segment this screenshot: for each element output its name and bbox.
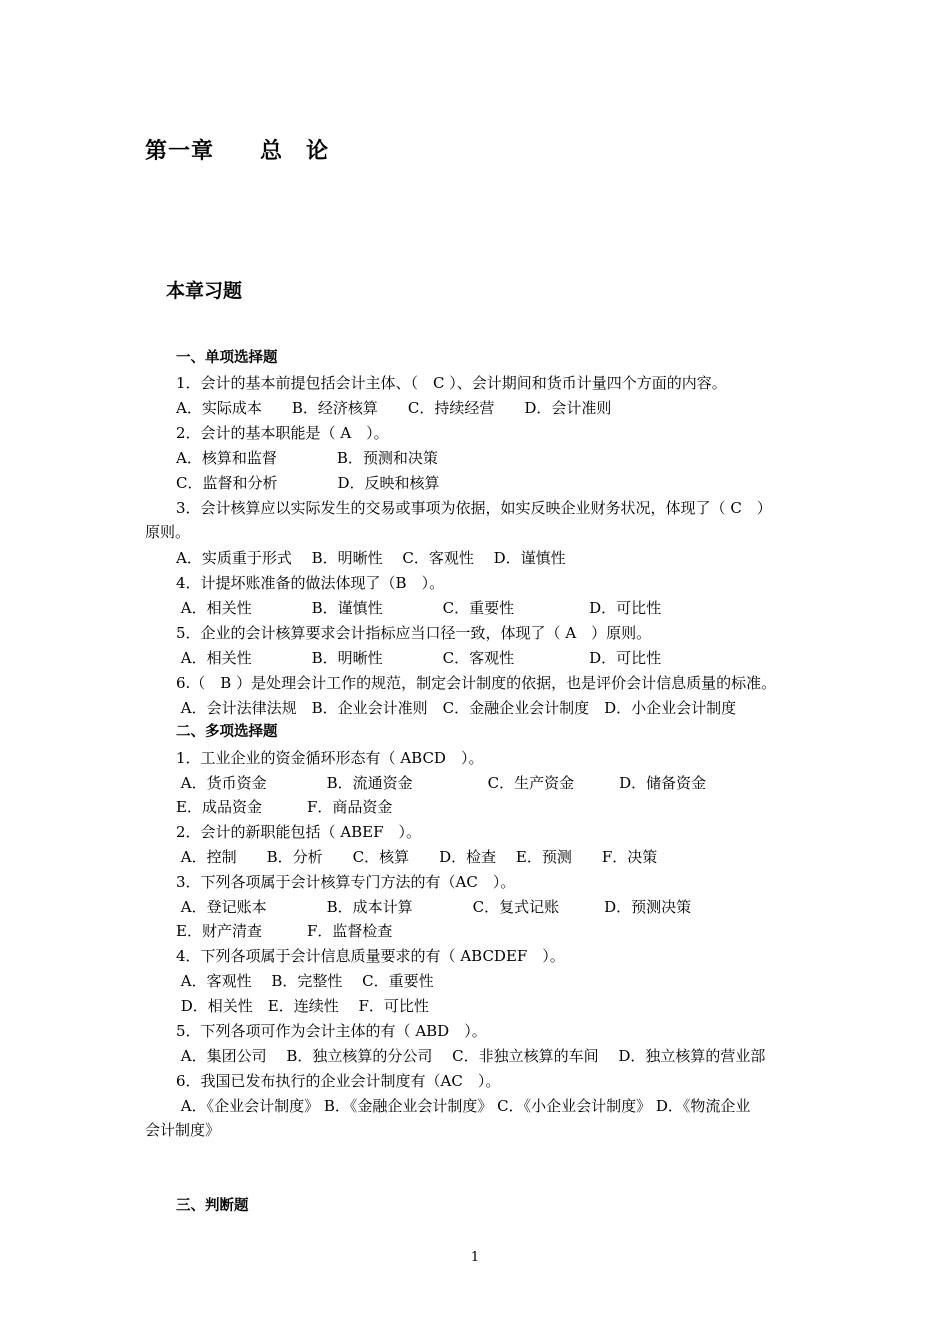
options-line: A．核算和监督 B．预测和决策 [176,449,438,467]
options-line: A．相关性 B．谨慎性 C．重要性 D．可比性 [176,599,662,617]
question-line: 3．会计核算应以实际发生的交易或事项为依据，如实反映企业财务状况，体现了（ C ） [176,499,772,517]
question-line: 原则。 [145,523,191,541]
question-line: 4．下列各项属于会计信息质量要求的有（ ABCDEF ）。 [176,947,565,965]
options-line: A．集团公司 B．独立核算的分公司 C．非独立核算的车间 D．独立核算的营业部 [176,1047,766,1065]
part1-heading: 一、单项选择题 [176,350,278,366]
options-line: E．财产清查 F．监督检查 [176,922,393,940]
question-line: 4．计提坏账准备的做法体现了（B ）。 [176,574,445,592]
question-line: 6.（ B ）是处理会计工作的规范，制定会计制度的依据，也是评价会计信息质量的标准。 [176,674,777,692]
options-line: A．货币资金 B．流通资金 C．生产资金 D．储备资金 [176,774,707,792]
options-line: C．监督和分析 D．反映和核算 [176,474,440,492]
options-line: A．登记账本 B．成本计算 C．复式记账 D．预测决策 [176,898,692,916]
options-line: E．成品资金 F．商品资金 [176,798,393,816]
question-line: 2．会计的基本职能是（ A ）。 [176,424,389,442]
options-line: A．会计法律法规 B．企业会计准则 C．金融企业会计制度 D．小企业会计制度 [176,699,737,717]
options-line: 会计制度》 [145,1121,221,1139]
question-line: 1．工业企业的资金循环形态有（ ABCD ）。 [176,749,484,767]
options-line: D．相关性 E．连续性 F．可比性 [176,997,429,1015]
part3-heading: 三、判断题 [176,1198,249,1214]
section-title: 本章习题 [166,280,243,302]
options-line: A．控制 B．分析 C．核算 D．检查 E．预测 F．决策 [176,848,658,866]
options-line: A．实际成本 B．经济核算 C．持续经营 D．会计准则 [176,399,612,417]
chapter-title: 第一章 总 论 [145,139,330,164]
question-line: 2．会计的新职能包括（ ABEF ）。 [176,823,422,841]
page-number: 1 [470,1250,480,1265]
options-line: A．《企业会计制度》 B．《金融企业会计制度》 C．《小企业会计制度》 D．《物流企业 [176,1097,751,1115]
question-line: 5．下列各项可作为会计主体的有（ ABD ）。 [176,1022,487,1040]
options-line: A．相关性 B．明晰性 C．客观性 D．可比性 [176,649,662,667]
question-line: 1．会计的基本前提包括会计主体、（ C ）、会计期间和货币计量四个方面的内容。 [176,374,727,392]
options-line: A．客观性 B．完整性 C．重要性 [176,972,434,990]
question-line: 3．下列各项属于会计核算专门方法的有（AC ）。 [176,873,516,891]
question-line: 5．企业的会计核算要求会计指标应当口径一致，体现了（ A ）原则。 [176,624,652,642]
options-line: A．实质重于形式 B．明晰性 C．客观性 D．谨慎性 [176,549,566,567]
part2-heading: 二、多项选择题 [176,724,278,740]
question-line: 6．我国已发布执行的企业会计制度有（AC ）。 [176,1072,501,1090]
